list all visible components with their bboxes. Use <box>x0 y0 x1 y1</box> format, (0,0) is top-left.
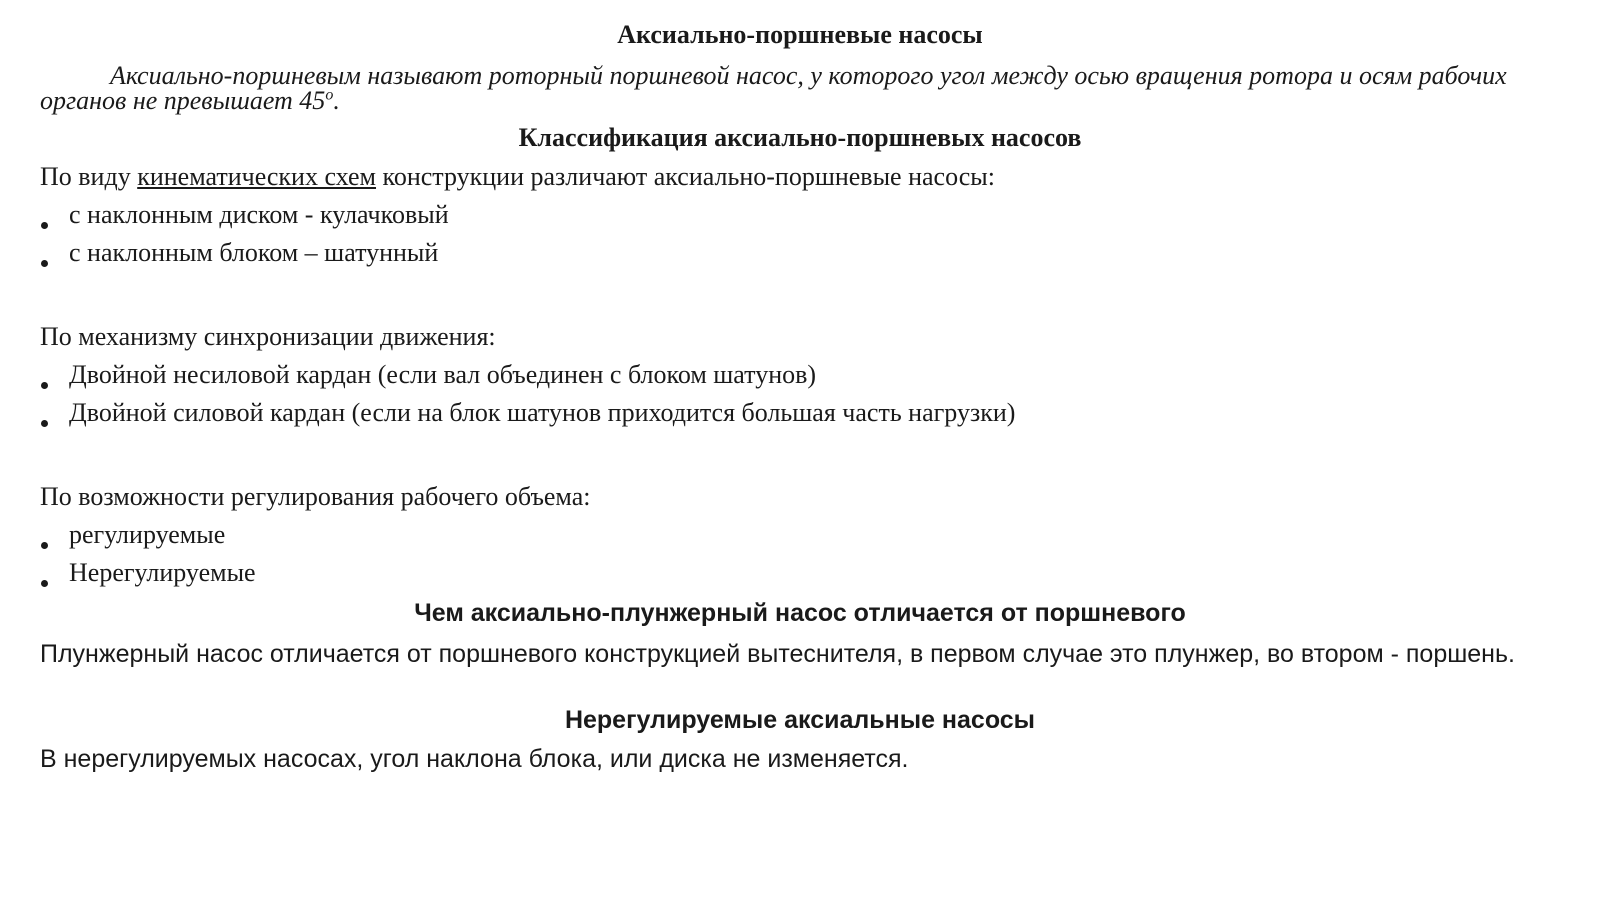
bullet-icon <box>41 222 48 229</box>
page-title: Аксиально-поршневые насосы <box>617 20 983 49</box>
classification-heading: Классификация аксиально-поршневых насосов <box>518 123 1082 152</box>
list-item <box>40 360 1540 398</box>
unregulated-paragraph: В нерегулируемых насосах, угол наклона блока, или диска не изменяется. <box>40 745 909 773</box>
list-item <box>40 200 1540 238</box>
list-item <box>40 520 1540 558</box>
list-item-text: регулируемые <box>69 520 226 549</box>
sync-mechanism-intro: По механизму синхронизации движения: <box>40 322 496 351</box>
bullet-icon <box>41 542 48 549</box>
kinematic-intro-after: конструкции различают аксиально-поршневые насосы: <box>376 162 995 191</box>
list-item-text: Двойной несиловой кардан (если вал объединен с блоком шатунов) <box>69 360 817 389</box>
unregulated-heading: Нерегулируемые аксиальные насосы <box>564 706 1036 734</box>
definition-paragraph <box>40 63 1565 113</box>
definition-text: Аксиально-поршневым называют роторный поршневой насос, у которого угол между осью вращения ротора и осям рабочих органов не превышает 45 <box>40 61 1507 115</box>
list-item <box>40 238 1540 276</box>
plunger-paragraph: Плунжерный насос отличается от поршневого конструкцией вытеснителя, в первом случае это плунжер, во втором - поршень. <box>40 640 1515 668</box>
list-item <box>40 398 1540 436</box>
list-item-text: Двойной силовой кардан (если на блок шатунов приходится большая часть нагрузки) <box>69 398 1016 427</box>
list-item-text: с наклонным диском - кулачковый <box>69 200 449 229</box>
list-item-text: Нерегулируемые <box>69 558 256 587</box>
definition-end: . <box>333 86 340 115</box>
list-item <box>40 558 1540 596</box>
bullet-icon <box>41 580 48 587</box>
bullet-icon <box>41 260 48 267</box>
bullet-icon <box>41 382 48 389</box>
bullet-icon <box>41 420 48 427</box>
kinematic-intro <box>40 162 1560 192</box>
volume-regulation-intro: По возможности регулирования рабочего объема: <box>40 482 591 511</box>
kinematic-schemes-link[interactable]: кинематических схем <box>137 162 377 191</box>
kinematic-intro-before: По виду <box>40 162 138 191</box>
degree-sign: о <box>325 86 334 104</box>
list-item-text: с наклонным блоком – шатунный <box>69 238 439 267</box>
plunger-heading: Чем аксиально-плунжерный насос отличается от поршневого <box>414 599 1186 627</box>
